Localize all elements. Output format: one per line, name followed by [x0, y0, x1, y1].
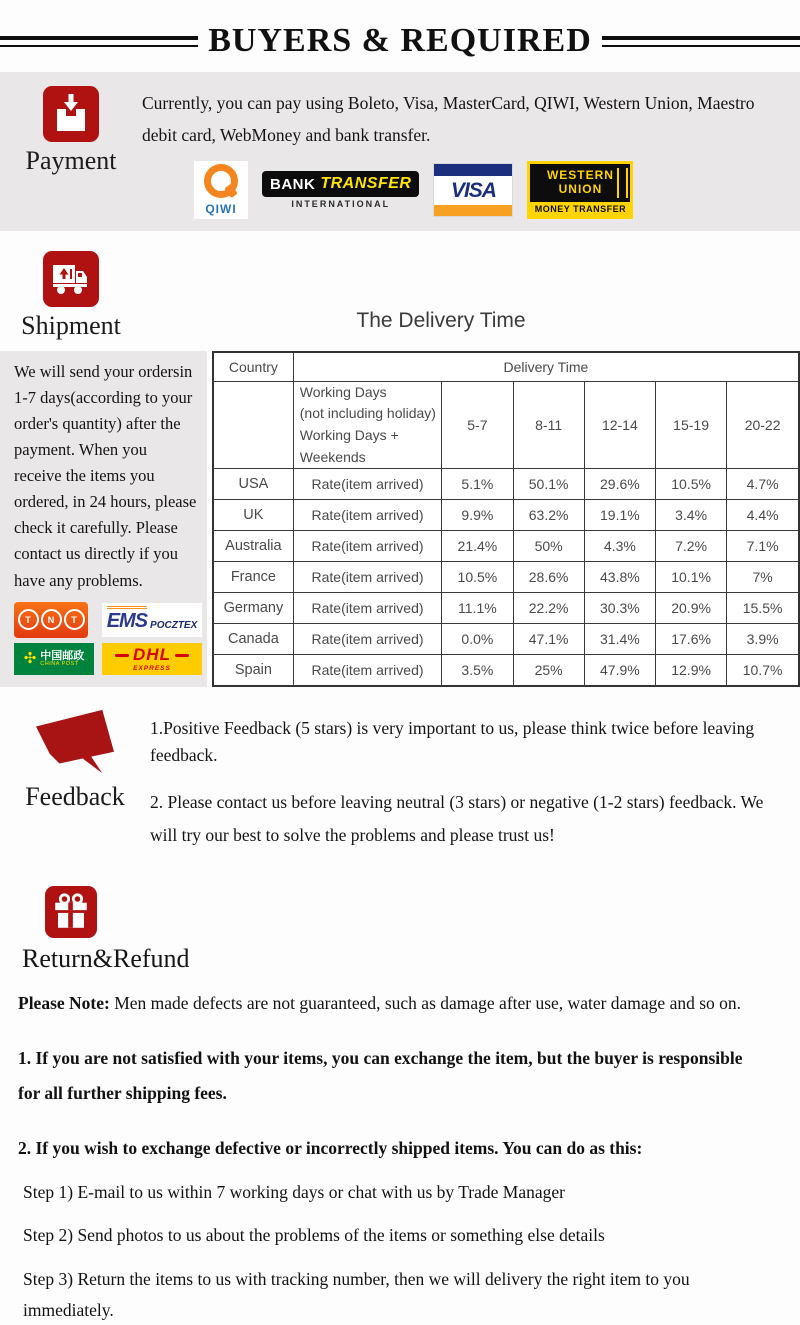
ems-pocztex-logo [102, 603, 202, 637]
rate-cell: 22.2% [513, 593, 584, 624]
bank-transfer-bar [262, 171, 419, 197]
feedback-label: Feedback [25, 782, 125, 812]
bank-transfer-logo [262, 171, 419, 209]
country-cell: USA [213, 469, 293, 500]
pocztex-word: POCZTEX [150, 619, 198, 631]
payment-label: Payment [25, 146, 117, 175]
wu-word-union: UNION [558, 182, 603, 196]
range-header: 5-7 [442, 381, 513, 469]
return-point-1: 1. If you are not satisfied with your items, you can exchange the item, but the buyer is responsible for all further shipping fees. [18, 1047, 743, 1104]
feedback-point-2: 2. Please contact us before leaving neutral (3 stars) or negative (1-2 stars) feedback. We will try our best to solve the problems and please trust us! [150, 791, 764, 845]
rate-cell: 4.4% [727, 500, 799, 531]
visa-bottom-band [434, 205, 512, 216]
country-cell: Spain [213, 655, 293, 687]
table-subheader-row [213, 381, 799, 469]
country-header: Country [213, 352, 293, 381]
dhl-express-text: EXPRESS [133, 665, 171, 673]
table-row [213, 562, 799, 593]
country-cell: Germany [213, 593, 293, 624]
rate-cell: 43.8% [584, 562, 655, 593]
rate-label-cell: Rate(item arrived) [293, 531, 442, 562]
china-post-cn-text: 中国邮政 [40, 649, 85, 662]
tnt-letter: T [18, 609, 39, 630]
rate-cell: 4.7% [727, 469, 799, 500]
please-note-paragraph [18, 990, 782, 1016]
feedback-icon-column [0, 705, 150, 852]
rate-cell: 10.7% [727, 655, 799, 687]
return-point-2: 2. If you wish to exchange defective or incorrectly shipped items. You can do as this: [18, 1138, 643, 1159]
payment-logos [194, 161, 790, 219]
qiwi-logo-text: QIWI [205, 202, 237, 216]
rate-cell: 30.3% [584, 593, 655, 624]
rate-cell: 63.2% [513, 500, 584, 531]
please-note-label: Please Note: [18, 993, 110, 1014]
page-title: BUYERS & REQUIRED [208, 22, 592, 59]
return-step-3: Step 3) Return the items to us with tracking number, then we will delivery the right item to you immediately. [23, 1269, 690, 1320]
rate-label-cell: Rate(item arrived) [293, 624, 442, 655]
rate-cell: 50.1% [513, 469, 584, 500]
wu-word-western: WESTERN [546, 168, 614, 183]
rate-cell: 19.1% [584, 500, 655, 531]
transfer-word: TRANSFER [320, 175, 412, 192]
rate-cell: 11.1% [442, 593, 513, 624]
payment-body [142, 84, 790, 219]
visa-logo [433, 163, 513, 217]
rate-cell: 10.5% [655, 469, 726, 500]
country-cell: Canada [213, 624, 293, 655]
working-days-cell [293, 381, 442, 469]
rate-cell: 47.1% [513, 624, 584, 655]
rate-cell: 50% [513, 531, 584, 562]
shipment-icon-column [0, 251, 142, 341]
dhl-word: DHL [133, 645, 171, 665]
payment-icon-column [0, 84, 142, 219]
rate-cell: 3.5% [442, 655, 513, 687]
rate-label-cell: Rate(item arrived) [293, 469, 442, 500]
return-step-2: Step 2) Send photos to us about the problems of the items or something else details [23, 1225, 605, 1246]
table-row [213, 593, 799, 624]
dhl-dash-icon [115, 654, 129, 657]
country-cell: France [213, 562, 293, 593]
wu-bars-icon [617, 168, 628, 198]
table-row [213, 469, 799, 500]
dhl-dash-icon [175, 654, 189, 657]
shipment-note-text: We will send your ordersin 1-7 days(according to your order's quantity) after the payment. When you receive the items you ordered, in 24 hours, please check it carefully. Please contact us directly if you have any problems. [14, 362, 197, 590]
shipment-label: Shipment [21, 311, 121, 340]
return-refund-label: Return&Refund [22, 944, 190, 974]
country-cell: UK [213, 500, 293, 531]
ems-word: EMS [107, 606, 147, 633]
rate-cell: 7.2% [655, 531, 726, 562]
rate-cell: 7% [727, 562, 799, 593]
china-post-en-text: CHINA POST [40, 660, 79, 667]
please-note-text: Men made defects are not guaranteed, such as damage after use, water damage and so on. [109, 993, 742, 1014]
wu-money-transfer-text: MONEY TRANSFER [534, 204, 627, 214]
rate-cell: 17.6% [655, 624, 726, 655]
table-row [213, 624, 799, 655]
range-header: 8-11 [513, 381, 584, 469]
table-row [213, 531, 799, 562]
payment-section [0, 72, 800, 231]
payment-description: Currently, you can pay using Boleto, Visa, MasterCard, QIWI, Western Union, Maestro debit card, WebMoney and bank transfer. [142, 93, 755, 145]
empty-cell [213, 381, 293, 469]
working-days-line: Working Days + Weekends [299, 426, 399, 465]
rate-cell: 3.4% [655, 500, 726, 531]
rate-cell: 31.4% [584, 624, 655, 655]
rate-cell: 21.4% [442, 531, 513, 562]
country-cell: Australia [213, 531, 293, 562]
rate-cell: 3.9% [727, 624, 799, 655]
table-row [213, 655, 799, 687]
page-header [0, 0, 800, 60]
feedback-section [0, 705, 800, 852]
rate-cell: 47.9% [584, 655, 655, 687]
china-post-emblem-icon: ✣ [23, 650, 37, 668]
bank-international-text: INTERNATIONAL [291, 199, 391, 209]
range-header: 12-14 [584, 381, 655, 469]
rate-label-cell: Rate(item arrived) [293, 655, 442, 687]
rate-cell: 9.9% [442, 500, 513, 531]
tnt-logo [14, 602, 88, 638]
rate-cell: 29.6% [584, 469, 655, 500]
western-union-box [530, 164, 630, 202]
range-header: 15-19 [655, 381, 726, 469]
qiwi-logo [194, 161, 248, 219]
shipment-truck-icon [43, 251, 99, 307]
range-header: 20-22 [727, 381, 799, 469]
header-rule-right [602, 36, 800, 47]
tnt-letter: N [41, 609, 62, 630]
header-rule-left [0, 36, 198, 47]
rate-label-cell: Rate(item arrived) [293, 500, 442, 531]
payment-icon [43, 86, 99, 142]
rate-cell: 7.1% [727, 531, 799, 562]
table-row [213, 500, 799, 531]
return-refund-section [0, 886, 800, 974]
delivery-time-title: The Delivery Time [356, 309, 526, 332]
table-header-row [213, 352, 799, 381]
working-days-line: Working Days [299, 383, 387, 400]
rate-label-cell: Rate(item arrived) [293, 562, 442, 593]
shipment-header [0, 251, 800, 341]
rate-cell: 20.9% [655, 593, 726, 624]
feedback-body [150, 705, 800, 852]
rate-cell: 10.5% [442, 562, 513, 593]
return-gift-icon [45, 886, 97, 938]
visa-word: VISA [450, 178, 496, 202]
western-union-logo [527, 161, 633, 219]
return-notes [0, 990, 800, 1325]
rate-cell: 28.6% [513, 562, 584, 593]
rate-cell: 15.5% [727, 593, 799, 624]
visa-top-band [434, 164, 512, 176]
dhl-logo [102, 643, 202, 675]
qiwi-q-icon [204, 164, 238, 198]
rate-cell: 25% [513, 655, 584, 687]
rate-cell: 10.1% [655, 562, 726, 593]
delivery-time-header: Delivery Time [293, 352, 799, 381]
shipment-body [0, 351, 800, 687]
rate-label-cell: Rate(item arrived) [293, 593, 442, 624]
rate-cell: 0.0% [442, 624, 513, 655]
rate-cell: 4.3% [584, 531, 655, 562]
working-days-line: (not including holiday) [299, 405, 436, 422]
carrier-logos [14, 602, 197, 675]
tnt-letter: T [64, 609, 85, 630]
feedback-point-1: 1.Positive Feedback (5 stars) is very important to us, please think twice before leaving feedback. [150, 718, 755, 765]
china-post-logo [14, 643, 94, 675]
rate-cell: 12.9% [655, 655, 726, 687]
rate-cell: 5.1% [442, 469, 513, 500]
bank-word: BANK [270, 175, 316, 193]
return-step-1: Step 1) E-mail to us within 7 working days or chat with us by Trade Manager [23, 1181, 565, 1202]
delivery-time-table [212, 351, 800, 687]
shipment-note-box [0, 351, 207, 687]
